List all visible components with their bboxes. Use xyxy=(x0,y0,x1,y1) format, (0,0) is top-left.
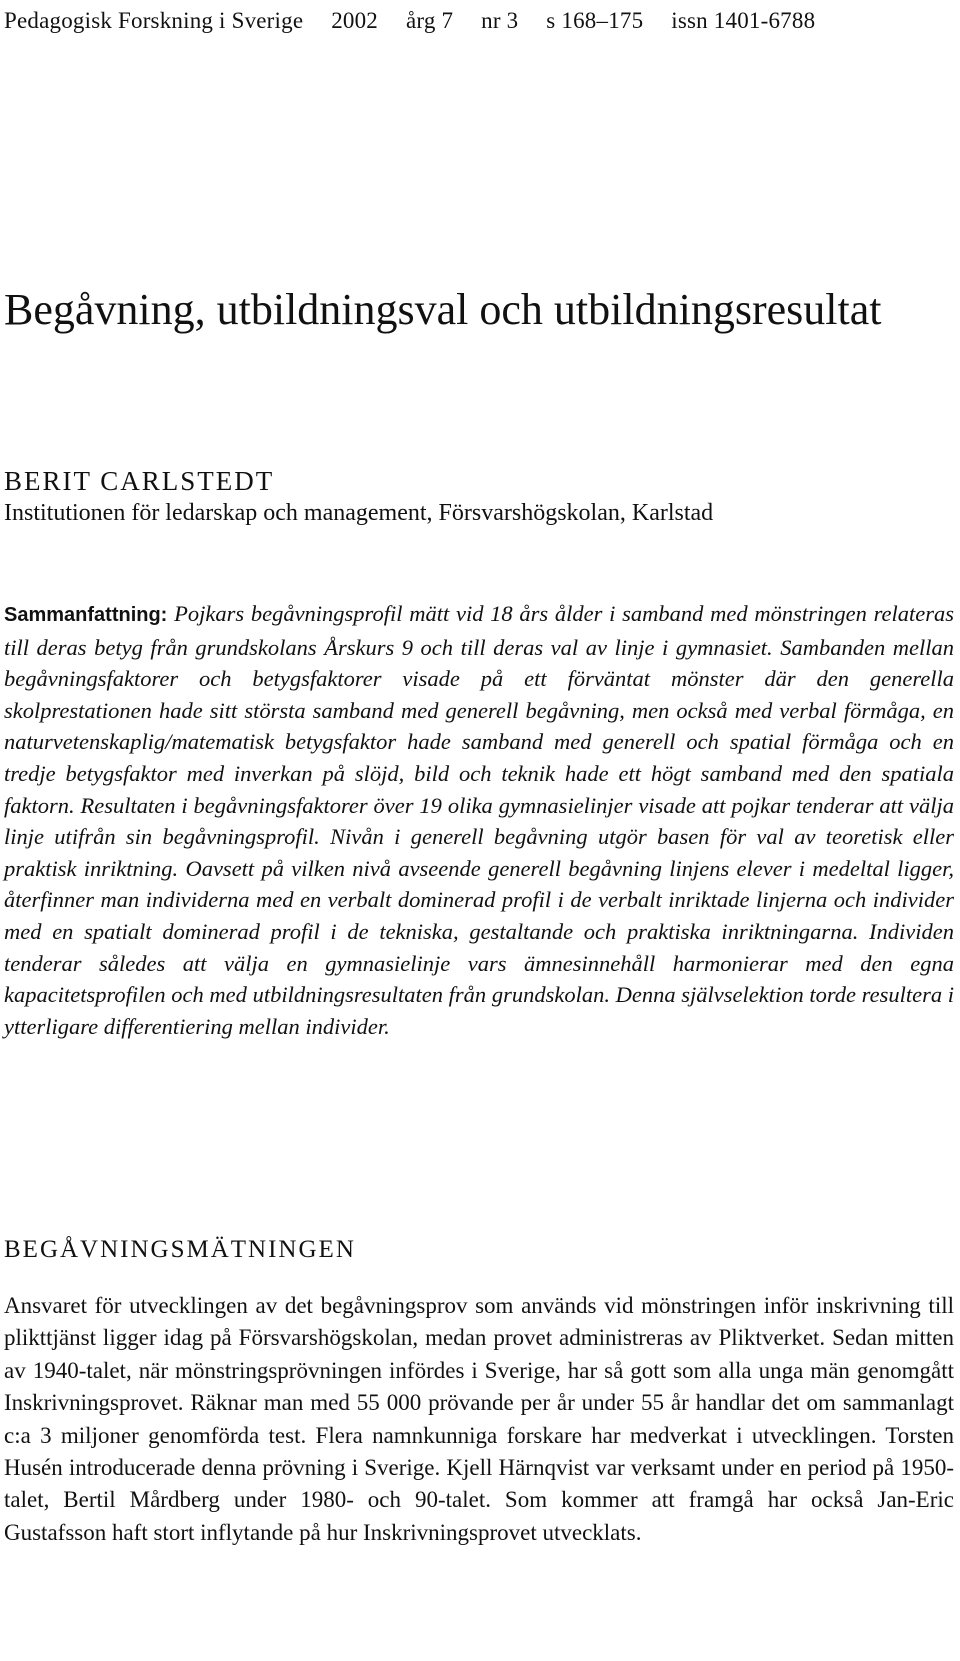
running-head xyxy=(4,8,815,34)
section-heading: BEGÅVNINGSMÄTNINGEN xyxy=(4,1236,356,1263)
journal-name: Pedagogisk Forskning i Sverige xyxy=(4,8,304,33)
abstract xyxy=(4,598,954,1042)
body-paragraph: Ansvaret för utvecklingen av det begåvningsprov som används vid mönstringen inför inskrivning till plikttjänst ligger idag på Försvarshögskolan, medan provet administreras av Pliktverket. Sedan mitten av 1940-talet, när mönstringsprövningen infördes i Sverige, har så gott som alla unga män genomgått Inskrivningsprovet. Räknar man med 55 000 prövande per år under 55 år handlar det om sammanlagt c:a 3 miljoner genomförda test. Flera namnkunniga forskare har medverkat i utvecklingen. Torsten Husén introducerade denna prövning i Sverige. Kjell Härnqvist var verksamt under en period på 1950-talet, Bertil Mårdberg under 1980- och 90-talet. Som kommer att framgå har också Jan-Eric Gustafsson haft stort inflytande på hur Inskrivningsprovet utvecklats. xyxy=(4,1293,954,1545)
author-affiliation: Institutionen för ledarskap och management, Försvarshögskolan, Karlstad xyxy=(4,500,714,526)
abstract-label: Sammanfattning: xyxy=(4,604,168,626)
author-name: BERIT CARLSTEDT xyxy=(4,466,275,496)
abstract-text: Pojkars begåvningsprofil mätt vid 18 års ålder i samband med mönstringen relateras till deras betyg från grundskolans Årskurs 9 och till deras val av linje i gymnasiet. Sambanden mellan begåvningsfaktorer och betygsfaktorer visade på ett förväntat mönster där den generella skolprestationen hade sitt största samband med generell begåvning, men också med verbal förmåga, en naturvetenskaplig/matematisk betygsfaktor hade samband med generell och spatial förmåga och en tredje betygsfaktor med inverkan på slöjd, bild och teknik hade ett högt samband med den spatiala faktorn. Resultaten i begåvningsfaktorer över 19 olika gymnasielinjer visade att pojkar tenderar att välja linje utifrån sin begåvningsprofil. Nivån i generell begåvning utgör basen för val av teoretisk eller praktisk inriktning. Oavsett på vilken nivå avseende generell begåvning linjens elever i medeltal ligger, återfinner man individerna med en verbalt dominerad profil i de verbalt inriktade linjerna och individer med en spatialt dominerad profil i de tekniska, gestaltande och praktiska inriktningarna. Individen tenderar således att välja en gymnasielinje vars ämnesinnehåll harmonierar med den egna kapacitetsprofilen och med utbildningsresultaten från grundskolan. Denna självselektion torde resultera i ytterligare differentiering mellan individer. xyxy=(4,601,955,1039)
page-range: s 168–175 xyxy=(546,8,644,33)
issn: issn 1401-6788 xyxy=(671,8,816,33)
issue-number: nr 3 xyxy=(481,8,519,33)
volume: årg 7 xyxy=(405,8,454,33)
article-title: Begåvning, utbildningsval och utbildningsresultat xyxy=(4,285,882,334)
publication-year: 2002 xyxy=(331,8,379,33)
